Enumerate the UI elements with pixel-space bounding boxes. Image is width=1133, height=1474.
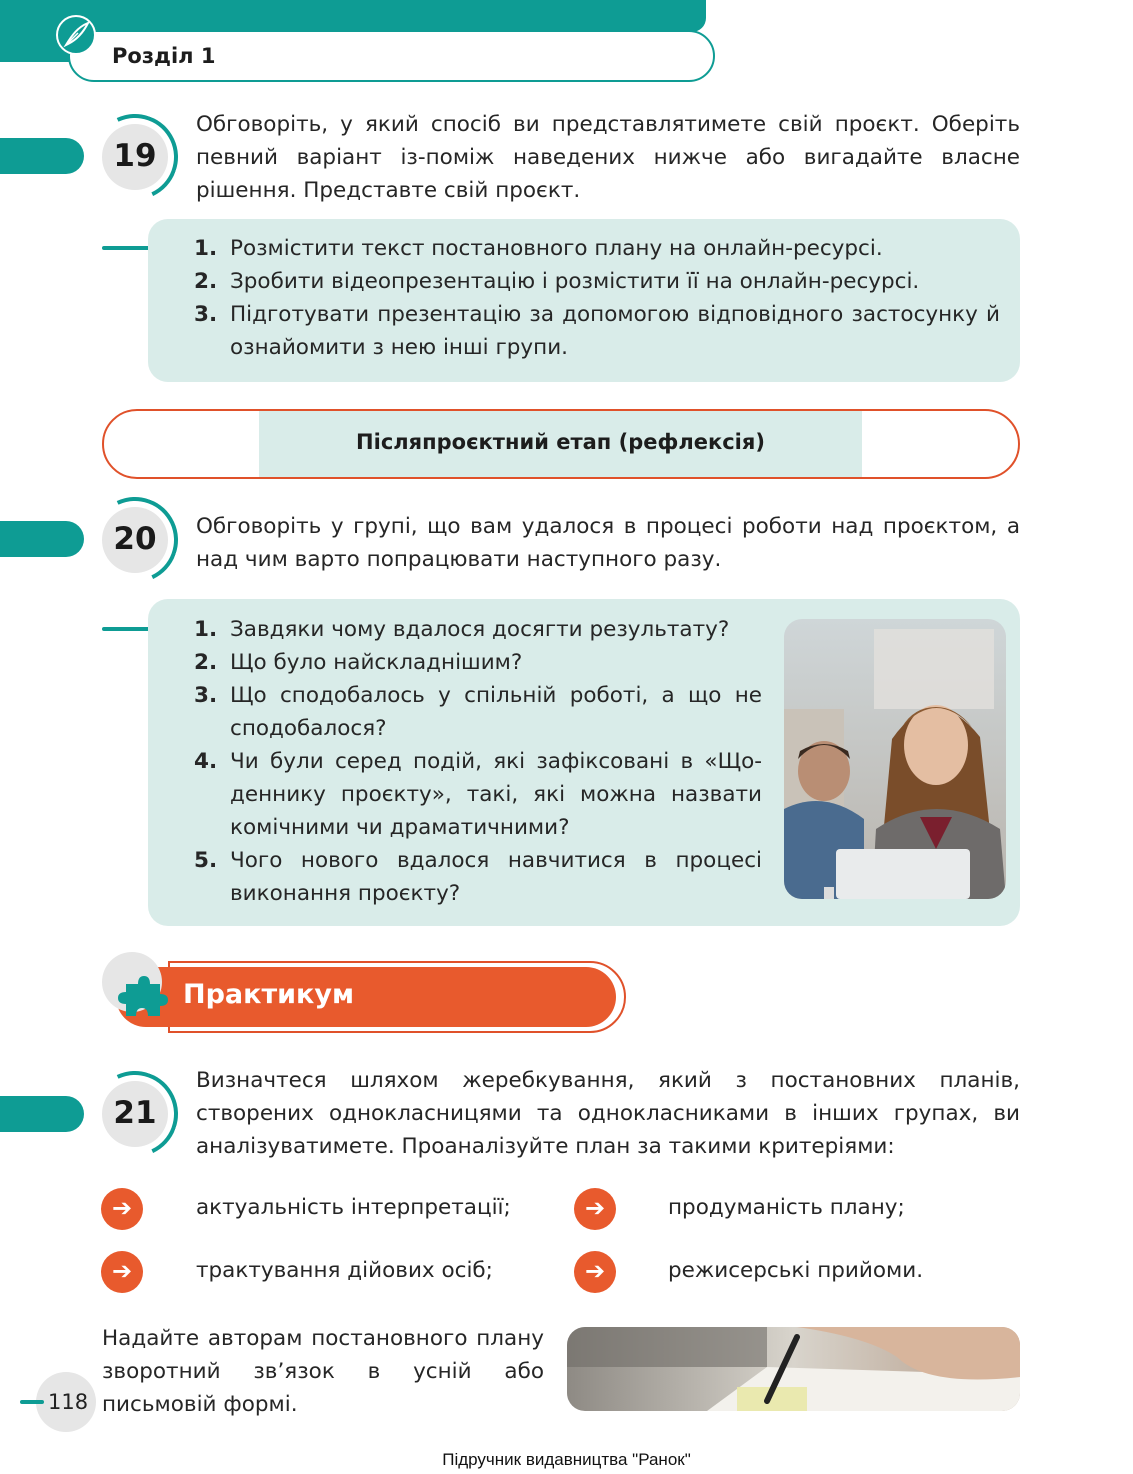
- task-20-number: 20: [113, 521, 157, 557]
- criterion-item: трактування дійових осіб;: [196, 1258, 493, 1283]
- list-item: 4. Чи були серед подій, які зафіксовані в «Що-деннику проєкту», такі, які можна назвати комічними чи драматичними?: [194, 749, 762, 840]
- page-number: 118: [48, 1390, 89, 1414]
- writing-hand-photo: [567, 1327, 1020, 1411]
- criterion-item: режисерські прийоми.: [668, 1258, 924, 1283]
- page-number-dash: [20, 1400, 44, 1404]
- list-item: 1. Розмістити текст постановного плану на онлайн-ресурсі.: [194, 236, 883, 261]
- task-20-tab: [0, 521, 84, 557]
- feedback-text: Надайте авторам постановного плану зворотний зв’язок в усній або письмовій формі.: [102, 1326, 544, 1417]
- task-19-number: 19: [113, 138, 157, 174]
- list-item: 1. Завдяки чому вдалося досягти результату?: [194, 617, 730, 642]
- practicum-title: Практикум: [183, 979, 355, 1010]
- task-20-questions-list: [194, 613, 762, 910]
- list-item: 3. Що сподобалось у спільній роботі, а що не сподобалося?: [194, 683, 762, 741]
- task-19-options-list: [194, 232, 1000, 364]
- arrow-right-icon: ➔: [574, 1251, 616, 1293]
- task-21-tab: [0, 1096, 84, 1132]
- list-item: 2. Зробити відеопрезентацію і розмістити її на онлайн-ресурсі.: [194, 269, 920, 294]
- task-21-text: Визначтеся шляхом жеребкування, який з постановних планів, створених однокласницями та однокласниками в інших групах, ви аналізуватимете. Проаналізуйте план за такими критеріями:: [196, 1068, 1020, 1159]
- arrow-right-icon: ➔: [574, 1188, 616, 1230]
- list-item: 5. Чого нового вдалося навчитися в процесі виконання проєкту?: [194, 848, 762, 906]
- task-19-tab: [0, 138, 84, 174]
- list-item: 3. Підготувати презентацію за допомогою відповідного застосунку й ознайомити з нею інші групи.: [194, 302, 1000, 360]
- reflection-title: Післяпроєктний етап (рефлексія): [356, 430, 765, 454]
- task-19-text: Обговоріть, у який спосіб ви представлятимете свій проєкт. Оберіть певний варіант із-поміж наведених нижче або вигадайте власне рішення. Представте свій проєкт.: [196, 112, 1020, 203]
- arrow-right-icon: ➔: [101, 1188, 143, 1230]
- criterion-item: актуальність інтерпретації;: [196, 1195, 511, 1220]
- section-title: Розділ 1: [112, 44, 216, 68]
- task-20-text: Обговоріть у групі, що вам удалося в процесі роботи над проєктом, а над чим варто попрацювати наступного разу.: [196, 514, 1020, 572]
- list-item: 2. Що було найскладнішим?: [194, 650, 523, 675]
- criterion-item: продуманість плану;: [668, 1195, 905, 1220]
- task-21-number: 21: [113, 1095, 157, 1131]
- puzzle-icon: [116, 970, 170, 1020]
- arrow-right-icon: ➔: [101, 1251, 143, 1293]
- publisher-footer: Підручник видавництва "Ранок": [442, 1450, 691, 1469]
- students-photo: [784, 619, 1006, 899]
- feather-logo-icon: [56, 15, 96, 55]
- header-teal-band: [0, 0, 706, 32]
